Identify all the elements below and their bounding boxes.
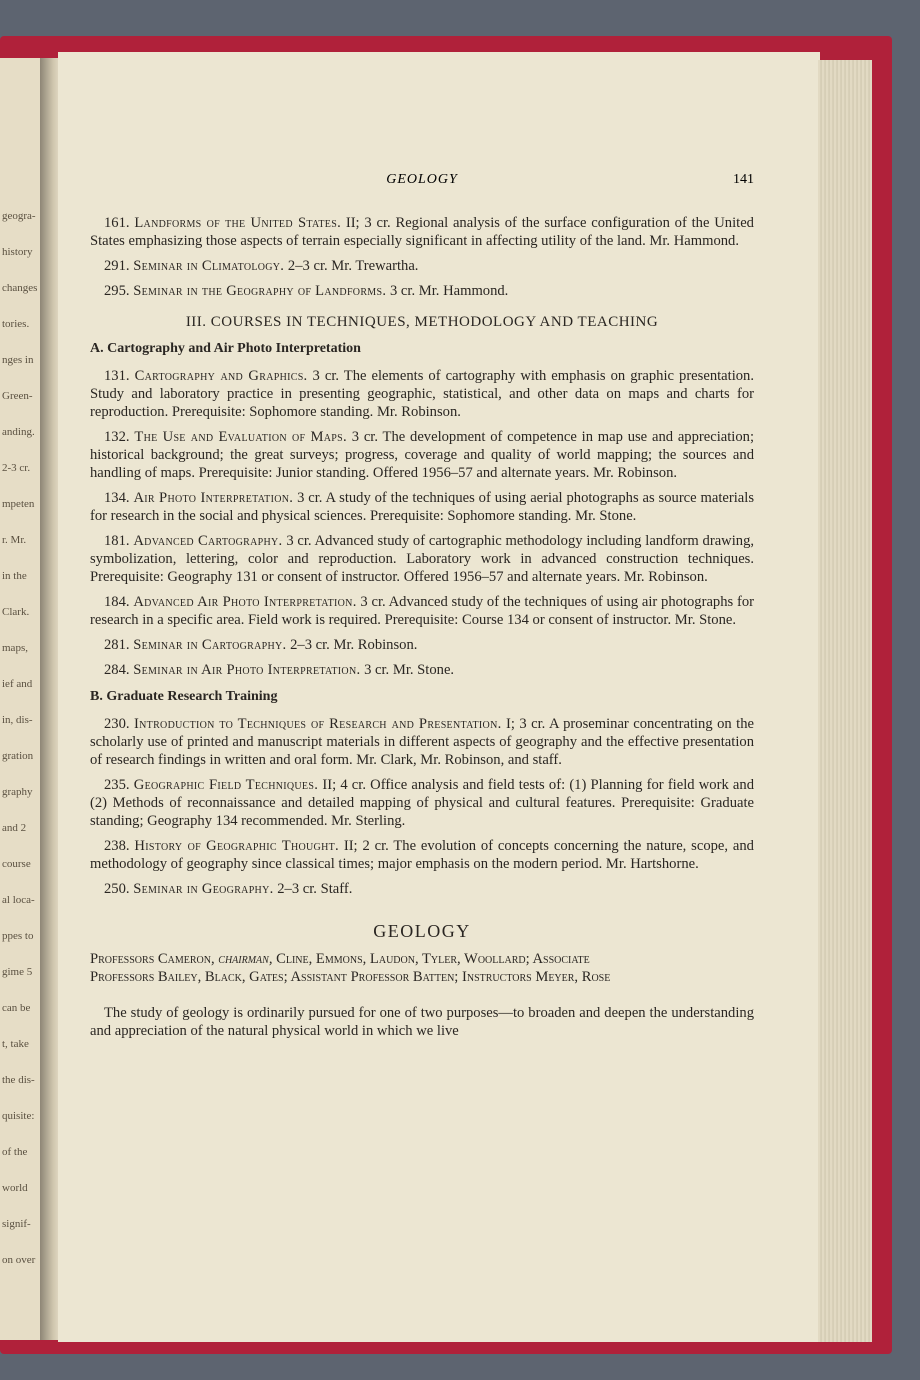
left-page-fragment: ppes to bbox=[2, 930, 34, 942]
course-entry bbox=[90, 257, 754, 275]
left-page-fragment: geogra- bbox=[2, 210, 36, 222]
course-title: Cartography and Graphics. bbox=[134, 368, 308, 384]
courses-top bbox=[90, 214, 754, 300]
course-title: Geographic Field Techniques. bbox=[133, 777, 319, 793]
course-title: Seminar in the Geography of Landforms. bbox=[133, 283, 387, 299]
course-text: II; 2 cr. The evolution of concepts concerning the nature, scope, and methodology of geography since classical times; major emphasis on the modern period. Mr. Hartshorne. bbox=[90, 838, 754, 872]
faculty-line-2: Professors Bailey, Black, Gates; Assistant Professor Batten; Instructors Meyer, Rose bbox=[90, 969, 611, 985]
course-entry bbox=[90, 367, 754, 421]
course-entry bbox=[90, 428, 754, 482]
course-code: 235. bbox=[104, 777, 130, 793]
left-page-fragment: changes bbox=[2, 282, 38, 294]
left-page-fragment: gration bbox=[2, 750, 34, 762]
section-heading: III. COURSES IN TECHNIQUES, METHODOLOGY AND TEACHING bbox=[185, 314, 659, 330]
course-entry bbox=[90, 636, 754, 654]
course-code: 238. bbox=[104, 838, 130, 854]
course-code: 230. bbox=[104, 716, 130, 732]
course-title: Introduction to Techniques of Research and Presentation. bbox=[134, 716, 502, 732]
course-title: Advanced Air Photo Interpretation. bbox=[133, 594, 357, 610]
course-title: The Use and Evaluation of Maps. bbox=[134, 429, 347, 445]
left-page-fragment: 2-3 cr. bbox=[2, 462, 31, 474]
course-entry bbox=[90, 837, 754, 873]
course-code: 131. bbox=[104, 368, 130, 384]
course-title: Landforms of the United States. bbox=[134, 215, 342, 231]
left-page-edge bbox=[0, 58, 40, 1340]
left-page-fragment: nges in bbox=[2, 354, 34, 366]
faculty-chairman: chairman, bbox=[218, 951, 273, 967]
page-edge bbox=[818, 60, 872, 1342]
left-page-fragment: r. Mr. bbox=[2, 534, 27, 546]
course-code: 181. bbox=[104, 533, 130, 549]
course-text: 3 cr. A study of the techniques of using aerial photographs as source materials for research in the social and physical sciences. Prerequisite: Sophomore standing. Mr. Stone. bbox=[90, 490, 754, 524]
course-title: Seminar in Cartography. bbox=[133, 637, 287, 653]
course-code: 291. bbox=[104, 258, 130, 274]
course-text: I; 3 cr. A proseminar concentrating on the scholarly use of printed and manuscript materials in different aspects of geography and the effective presentation of research findings in written and oral form. Mr. Clark, Mr. Robinson, and staff. bbox=[90, 716, 754, 768]
left-page-fragment: signif- bbox=[2, 1218, 31, 1230]
course-title: Seminar in Climatology. bbox=[133, 258, 285, 274]
department-title: GEOLOGY bbox=[373, 921, 471, 941]
left-page-fragment: the dis- bbox=[2, 1074, 35, 1086]
course-text: 2–3 cr. Mr. Trewartha. bbox=[287, 258, 419, 274]
course-entry bbox=[90, 214, 754, 250]
left-page-fragment: gime 5 bbox=[2, 966, 33, 978]
running-head bbox=[90, 172, 754, 192]
course-text: II; 4 cr. Office analysis and field tests of: (1) Planning for field work and (2) Methods of reconnaissance and detailed mapping of physical and cultural features. Prerequisite: Graduate standing; Geography 134 recommended. Mr. Sterling. bbox=[90, 777, 755, 829]
running-head-title: GEOLOGY bbox=[386, 172, 458, 187]
course-text: 2–3 cr. Staff. bbox=[277, 881, 353, 897]
department-intro: The study of geology is ordinarily pursued for one of two purposes—to broaden and deepen the understanding and appreciation of the natural physical world in which we live bbox=[90, 1005, 754, 1039]
course-code: 161. bbox=[104, 215, 130, 231]
course-entry bbox=[90, 532, 754, 586]
course-entry bbox=[90, 715, 754, 769]
faculty-line-1-rest: Cline, Emmons, Laudon, Tyler, Woollard; Associate bbox=[272, 951, 590, 967]
left-page-fragment: al loca- bbox=[2, 894, 35, 906]
left-page-fragment: and 2 bbox=[2, 822, 27, 834]
left-page-fragment: ief and bbox=[2, 678, 33, 690]
left-page-fragment: on over bbox=[2, 1254, 36, 1266]
left-page-fragment: maps, bbox=[2, 642, 28, 654]
left-page-fragment: graphy bbox=[2, 786, 33, 798]
faculty-line-1: Professors Cameron, bbox=[90, 951, 219, 967]
left-page-fragment: mpeten bbox=[2, 498, 35, 510]
course-text: 3 cr. The development of competence in map use and appreciation; historical background; the great surveys; progress, coverage and quality of world mapping; the sources and handling of maps. Prerequisite: Junior standing. Offered 1956–57 and alternate years. Mr. Robinson. bbox=[90, 429, 755, 481]
left-page-fragment: Clark. bbox=[2, 606, 30, 618]
course-text: 3 cr. The elements of cartography with emphasis on graphic presentation. Study and laboratory practice in presenting geographic, statistical, and other data on maps and charts for reproduction. Prerequisite: Sophomore standing. Mr. Robinson. bbox=[90, 368, 754, 420]
left-page-fragment: t, take bbox=[2, 1038, 29, 1050]
left-page-fragment: history bbox=[2, 246, 33, 258]
left-page-fragment: of the bbox=[2, 1146, 28, 1158]
left-page-fragment: tories. bbox=[2, 318, 30, 330]
course-code: 250. bbox=[104, 881, 130, 897]
course-text: 3 cr. Advanced study of the techniques of using air photographs for research in a specific area. Field work is required. Prerequisite: Course 134 or consent of instructor. Mr. Stone. bbox=[90, 594, 754, 628]
course-entry bbox=[90, 776, 754, 830]
courses-a bbox=[90, 367, 754, 679]
courses-b bbox=[90, 715, 754, 898]
course-title: Air Photo Interpretation. bbox=[133, 490, 294, 506]
left-page-fragment: quisite: bbox=[2, 1110, 35, 1122]
course-code: 184. bbox=[104, 594, 130, 610]
course-text: 3 cr. Mr. Hammond. bbox=[389, 283, 509, 299]
course-entry bbox=[90, 593, 754, 629]
course-code: 281. bbox=[104, 637, 130, 653]
left-page-fragment: course bbox=[2, 858, 31, 870]
course-entry bbox=[90, 489, 754, 525]
course-text: 3 cr. Advanced study of cartographic methodology including landform drawing, symbolization, lettering, color and reproduction. Laboratory work in advanced construction techniques. Prerequisite: Geography 131 or consent of instructor. Offered 1956–57 and alternate years. Mr. Robinson. bbox=[90, 533, 755, 585]
page-number: 141 bbox=[733, 172, 754, 187]
course-title: Seminar in Air Photo Interpretation. bbox=[133, 662, 361, 678]
course-code: 295. bbox=[104, 283, 130, 299]
left-page-fragment: Green- bbox=[2, 390, 33, 402]
course-title: History of Geographic Thought. bbox=[134, 838, 339, 854]
faculty-list bbox=[90, 950, 754, 986]
course-text: 2–3 cr. Mr. Robinson. bbox=[290, 637, 418, 653]
course-title: Advanced Cartography. bbox=[133, 533, 283, 549]
course-text: 3 cr. Mr. Stone. bbox=[364, 662, 455, 678]
left-page-fragment: in the bbox=[2, 570, 27, 582]
course-title: Seminar in Geography. bbox=[133, 881, 274, 897]
course-code: 284. bbox=[104, 662, 130, 678]
course-entry bbox=[90, 282, 754, 300]
course-code: 132. bbox=[104, 429, 130, 445]
course-text: II; 3 cr. Regional analysis of the surface configuration of the United States emphasizing those aspects of terrain especially significant in affecting utility of the land. Mr. Hammond. bbox=[90, 215, 754, 249]
left-page-fragment: anding. bbox=[2, 426, 35, 438]
left-page-fragment: can be bbox=[2, 1002, 31, 1014]
course-code: 134. bbox=[104, 490, 130, 506]
page-content bbox=[90, 214, 754, 1055]
course-entry bbox=[90, 880, 754, 898]
course-entry bbox=[90, 661, 754, 679]
left-page-fragment: in, dis- bbox=[2, 714, 33, 726]
left-page-fragment: world bbox=[2, 1182, 28, 1194]
subsection-heading: B. Graduate Research Training bbox=[90, 689, 278, 704]
subsection-heading: A. Cartography and Air Photo Interpretation bbox=[90, 341, 361, 356]
